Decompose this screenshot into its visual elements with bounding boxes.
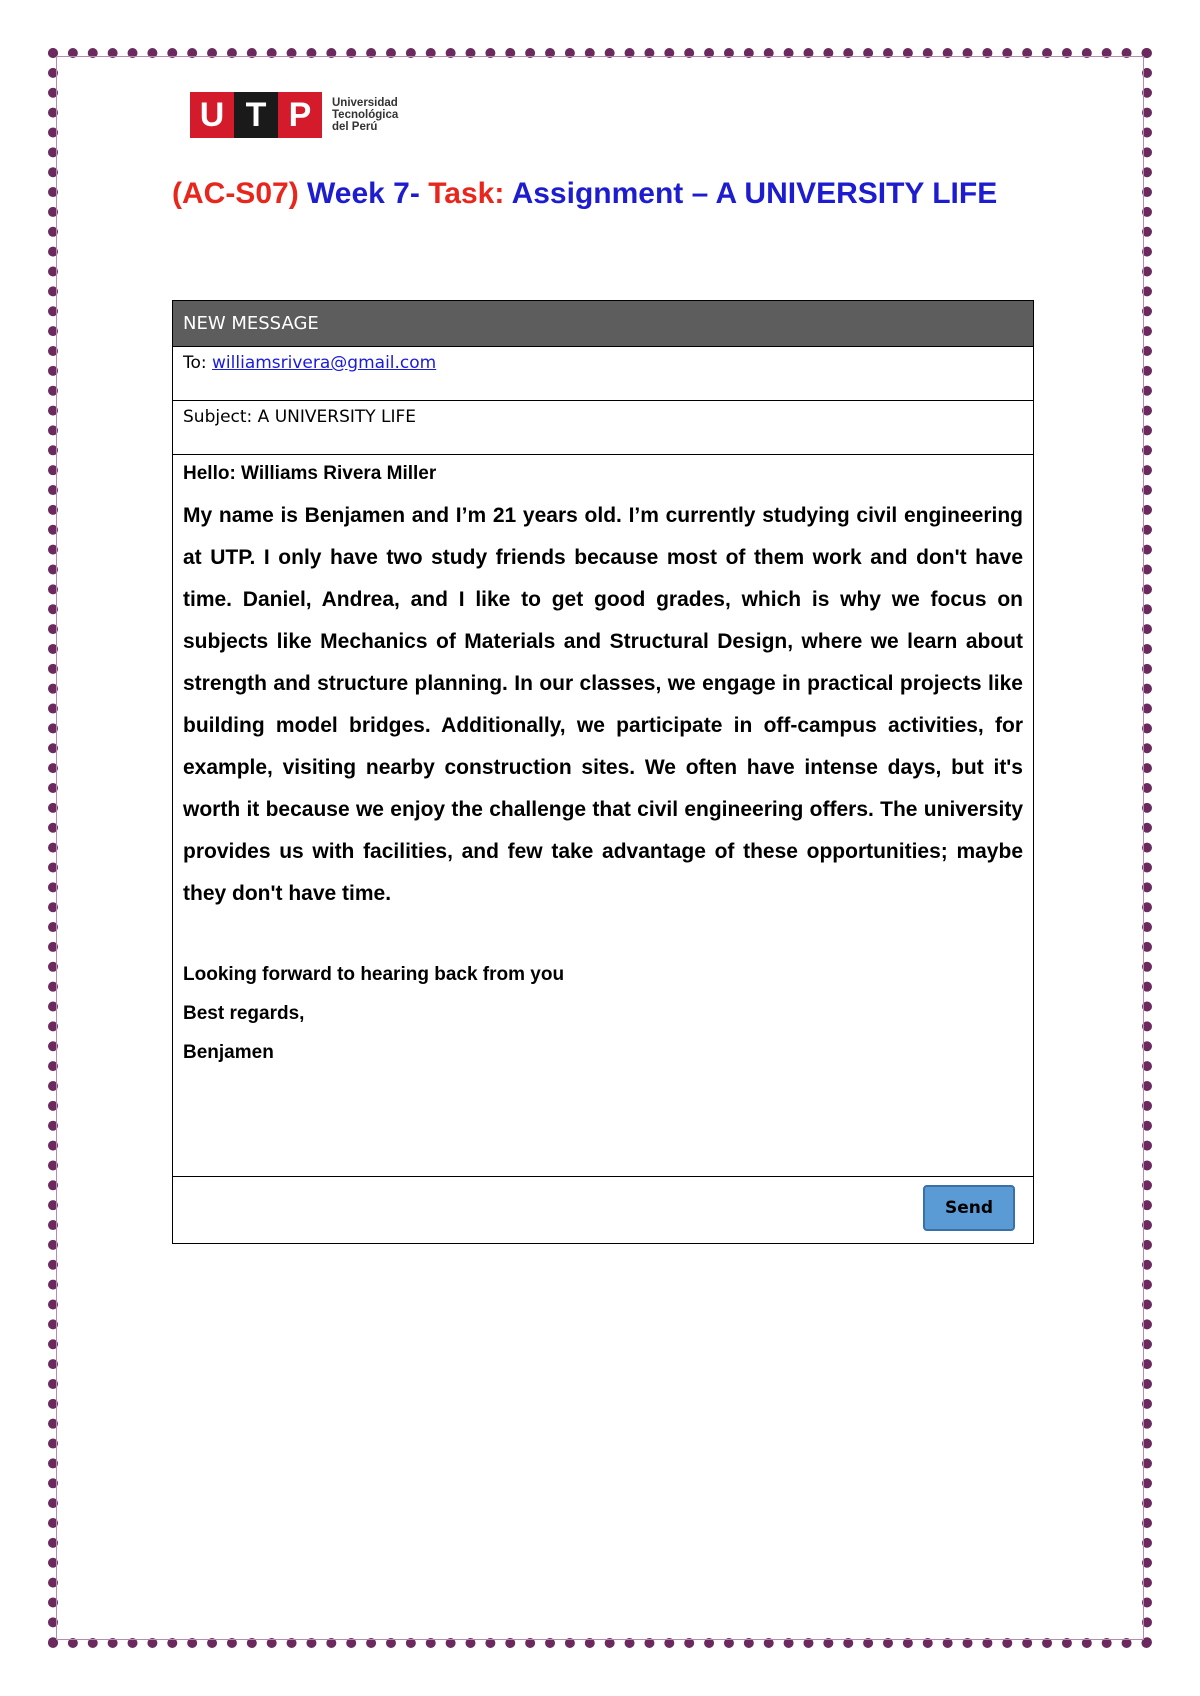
regards-line: Best regards,: [183, 1003, 305, 1024]
page-title: [172, 174, 1032, 214]
title-code: (AC-S07): [172, 177, 299, 210]
logo-text-line: Universidad: [332, 97, 398, 109]
closing-block: [183, 955, 1023, 1072]
to-field[interactable]: [173, 347, 1033, 401]
message-paragraph: My name is Benjamen and I’m 21 years old. I’m currently studying civil engineering at UTP. I only have two study friends because most of them work and don't have time. Daniel, Andrea, and I like to get good grades, which is why we focus on subjects like Mechanics of Materials and Structural Design, where we learn about strength and structure planning. In our classes, we engage in practical projects like building model bridges. Additionally, we participate in off-campus activities, for example, visiting nearby construction sites. We often have intense days, but it's worth it because we enjoy the challenge that civil engineering offers. The university provides us with facilities, and few take advantage of these opportunities; maybe they don't have time.: [183, 504, 1023, 905]
to-label: To:: [183, 353, 213, 373]
logo-letter-u: U: [190, 92, 234, 138]
logo-letter-t: T: [234, 92, 278, 138]
title-assignment: Assignment – A UNIVERSITY LIFE: [504, 177, 998, 210]
logo-text-line: del Perú: [332, 121, 378, 133]
logo-letter-p: P: [278, 92, 322, 138]
send-button[interactable]: Send: [923, 1185, 1015, 1231]
greeting: Hello: Williams Rivera Miller: [183, 463, 437, 484]
email-compose-box: [172, 300, 1034, 1244]
closing-line: Looking forward to hearing back from you: [183, 964, 565, 985]
logo-text-line: Tecnológica: [332, 109, 399, 121]
utp-logo: [190, 92, 398, 138]
subject-text: Subject: A UNIVERSITY LIFE: [183, 407, 417, 427]
email-header: NEW MESSAGE: [173, 301, 1033, 347]
title-week: Week 7-: [298, 177, 429, 210]
message-body[interactable]: [173, 455, 1033, 1177]
signature: Benjamen: [183, 1042, 274, 1063]
subject-field[interactable]: [173, 401, 1033, 455]
email-footer: [173, 1177, 1033, 1245]
to-address-link[interactable]: williamsrivera@gmail.com: [212, 353, 437, 373]
logo-letters: [190, 92, 322, 138]
title-task: Task:: [428, 177, 505, 210]
logo-text: [332, 97, 398, 133]
